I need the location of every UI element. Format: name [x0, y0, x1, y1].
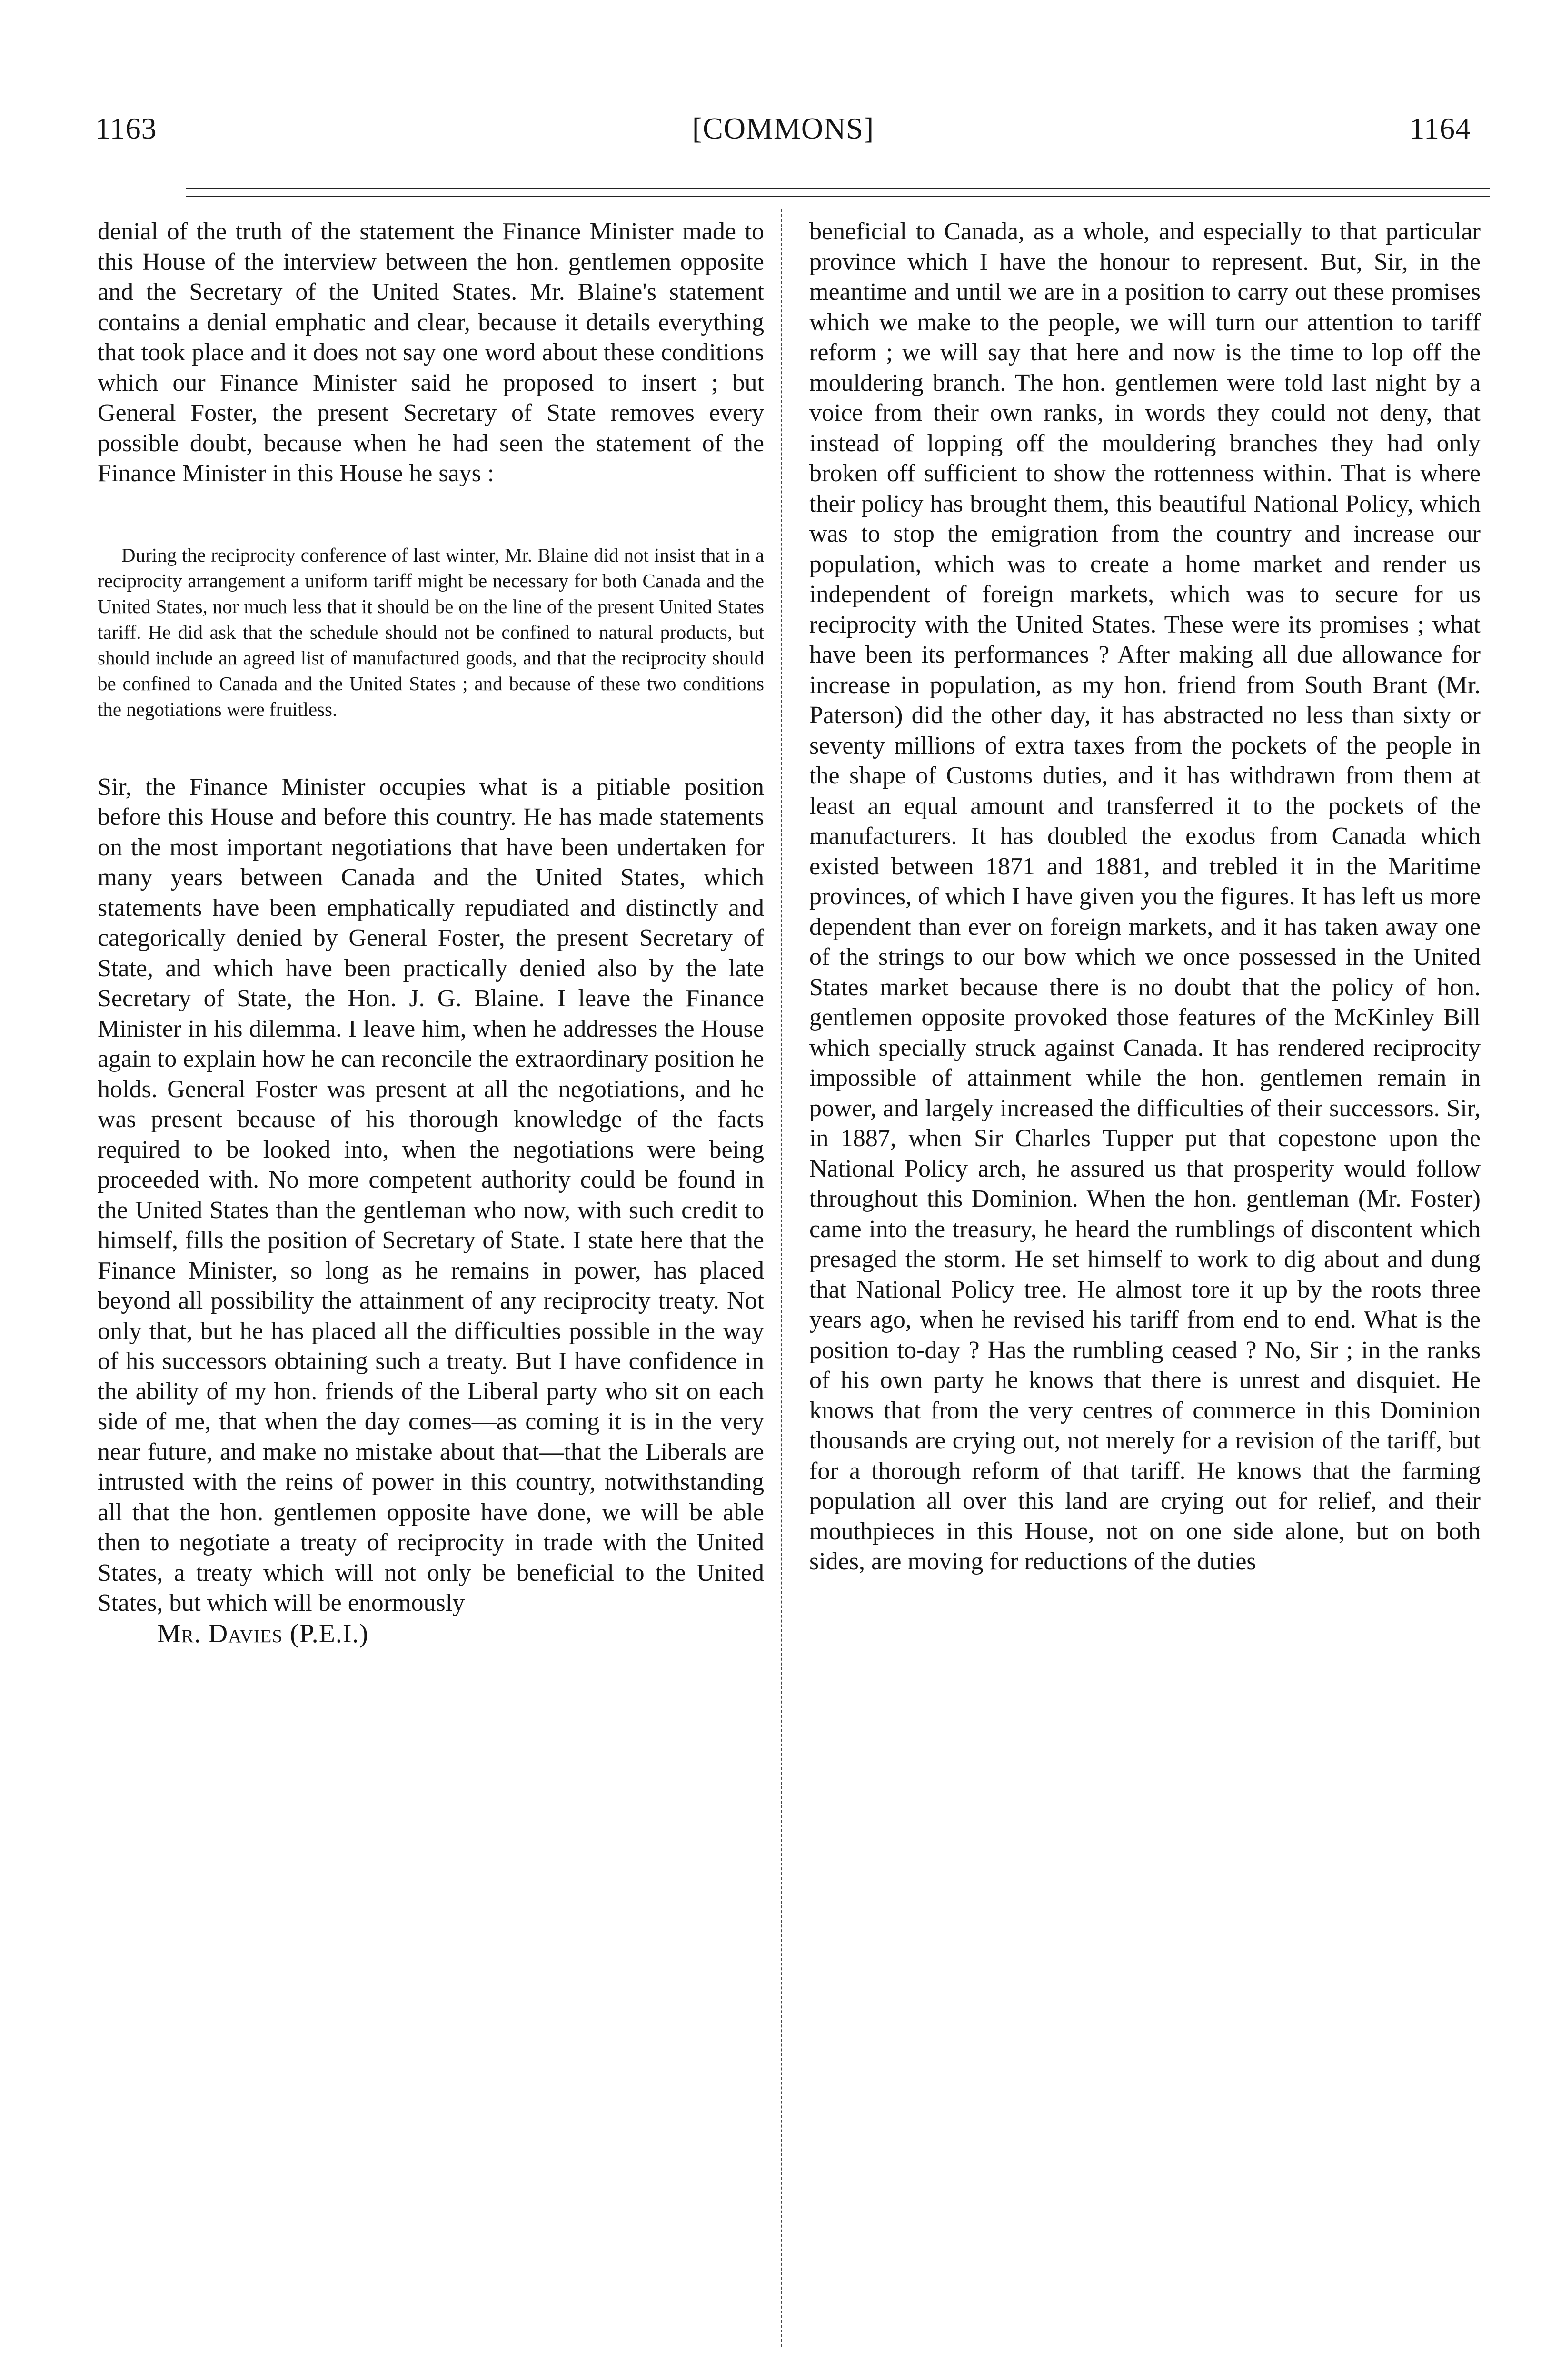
header-rule-bottom	[186, 196, 1490, 197]
left-paragraph-2: Sir, the Finance Minister occupies what is a pitiable position before this House and before this country. He has made statements on the most important negotiations that have been undertaken for many years between Canada and the United States, which statements have been emphatically repudiated and distinctly and categorically denied by General Foster, the present Secretary of State, and which have been practically denied also by the late Secretary of State, the Hon. J. G. Blaine. I leave the Finance Minister in his dilemma. I leave him, when he addresses the House again to explain how he can reconcile the extraordinary position he holds. General Foster was present at all the negotiations, and he was present because of his thorough knowledge of the facts required to be looked into, when the negotiations were being proceeded with. No more competent authority could be found in the United States than the gentleman who now, with such credit to himself, fills the position of Secretary of State. I state here that the Finance Minister, so long as he remains in power, has placed beyond all possibility the attainment of any reciprocity treaty. Not only that, but he has placed all the difficulties possible in the way of his successors obtaining such a treaty. But I have confidence in the ability of my hon. friends of the Liberal party who sit on each side of me, that when the day comes—as coming it is in the very near future, and make no mistake about that—that the Liberals are intrusted with the reins of power in this country, notwithstanding all that the hon. gentlemen opposite have done, we will be able then to negotiate a treaty of reciprocity in trade with the United States, a treaty which will not only be beneficial to the United States, but which will be enormously	[98, 773, 764, 1616]
column-divider	[781, 209, 782, 2347]
header-rule-top	[186, 188, 1490, 189]
left-column	[98, 217, 764, 1649]
right-paragraph-1: beneficial to Canada, as a whole, and especially to that particular province which I have the honour to represent. But, Sir, in the meantime and until we are in a position to carry out these promises which we make to the people, we will turn our attention to tariff reform ; we will say that here and now is the time to lop off the mouldering branch. The hon. gentlemen were told last night by a voice from their own ranks, in words they could not deny, that instead of lopping off the mouldering branches they had only broken off sufficient to show the rottenness within. That is where their policy has brought them, this beautiful National Policy, which was to stop the emigration from the country and increase our population, which was to create a home market and render us independent of foreign markets, which was to secure for us reciprocity with the United States. These were its promises ; what have been its performances ? After making all due allowance for increase in population, as my hon. friend from South Brant (Mr. Paterson) did the other day, it has abstracted no less than sixty or seventy millions of extra taxes from the pockets of the people in the shape of Customs duties, and it has withdrawn from them at least an equal amount and transferred it to the pockets of the manufacturers. It has doubled the exodus from Canada which existed between 1871 and 1881, and trebled it in the Maritime provinces, of which I have given you the figures. It has left us more dependent than ever on foreign markets, and it has taken away one of the strings to our bow which we once possessed in the United States market because there is no doubt that the policy of hon. gentlemen opposite provoked those features of the McKinley Bill which specially struck against Canada. It has rendered reciprocity impossible of attainment while the hon. gentlemen remain in power, and largely increased the difficulties of their successors. Sir, in 1887, when Sir Charles Tupper put that copestone upon the National Policy arch, he assured us that prosperity would follow throughout this Dominion. When the hon. gentleman (Mr. Foster) came into the treasury, he heard the rumblings of discontent which presaged the storm. He set himself to work to dig about and dung that National Policy tree. He almost tore it up by the roots three years ago, when he revised his tariff from end to end. What is the position to-day ? Has the rumbling ceased ? No, Sir ; in the ranks of his own party he knows that there is unrest and disquiet. He knows that from the very centres of commerce in this Dominion thousands are crying out, not merely for a revision of the tariff, but for a thorough reform of that tariff. He knows that the farming population all over this land are crying out for relief, and their mouthpieces in this House, not on one side alone, but on both sides, are moving for reductions of the duties	[809, 218, 1481, 1575]
page-number-right: 1164	[1409, 111, 1471, 145]
quoted-statement: During the reciprocity conference of last winter, Mr. Blaine did not insist that in a reciprocity arrangement a uniform tariff might be necessary for both Canada and the United States, nor much less that it should be on the line of the present United States tariff. He did ask that the schedule should not be confined to natural products, but should include an agreed list of manufactured goods, and that the reciprocity should be confined to Canada and the United States ; and because of these two conditions the negotiations were fruitless.	[98, 544, 764, 720]
left-paragraph-1: denial of the truth of the statement the Finance Minister made to this House of the interview between the hon. gentlemen opposite and the Secretary of the United States. Mr. Blaine's statement contains a denial emphatic and clear, because it details everything that took place and it does not say one word about these conditions which our Finance Minister said he proposed to insert ; but General Foster, the present Secretary of State removes every possible doubt, because when he had seen the statement of the Finance Minister in this House he says :	[98, 218, 764, 487]
speaker-signature: Mr. Davies (P.E.I.)	[157, 1618, 369, 1648]
page-header	[95, 107, 1471, 150]
running-title: [COMMONS]	[692, 111, 875, 145]
page-number-left: 1163	[95, 111, 157, 145]
right-column	[809, 217, 1481, 1577]
